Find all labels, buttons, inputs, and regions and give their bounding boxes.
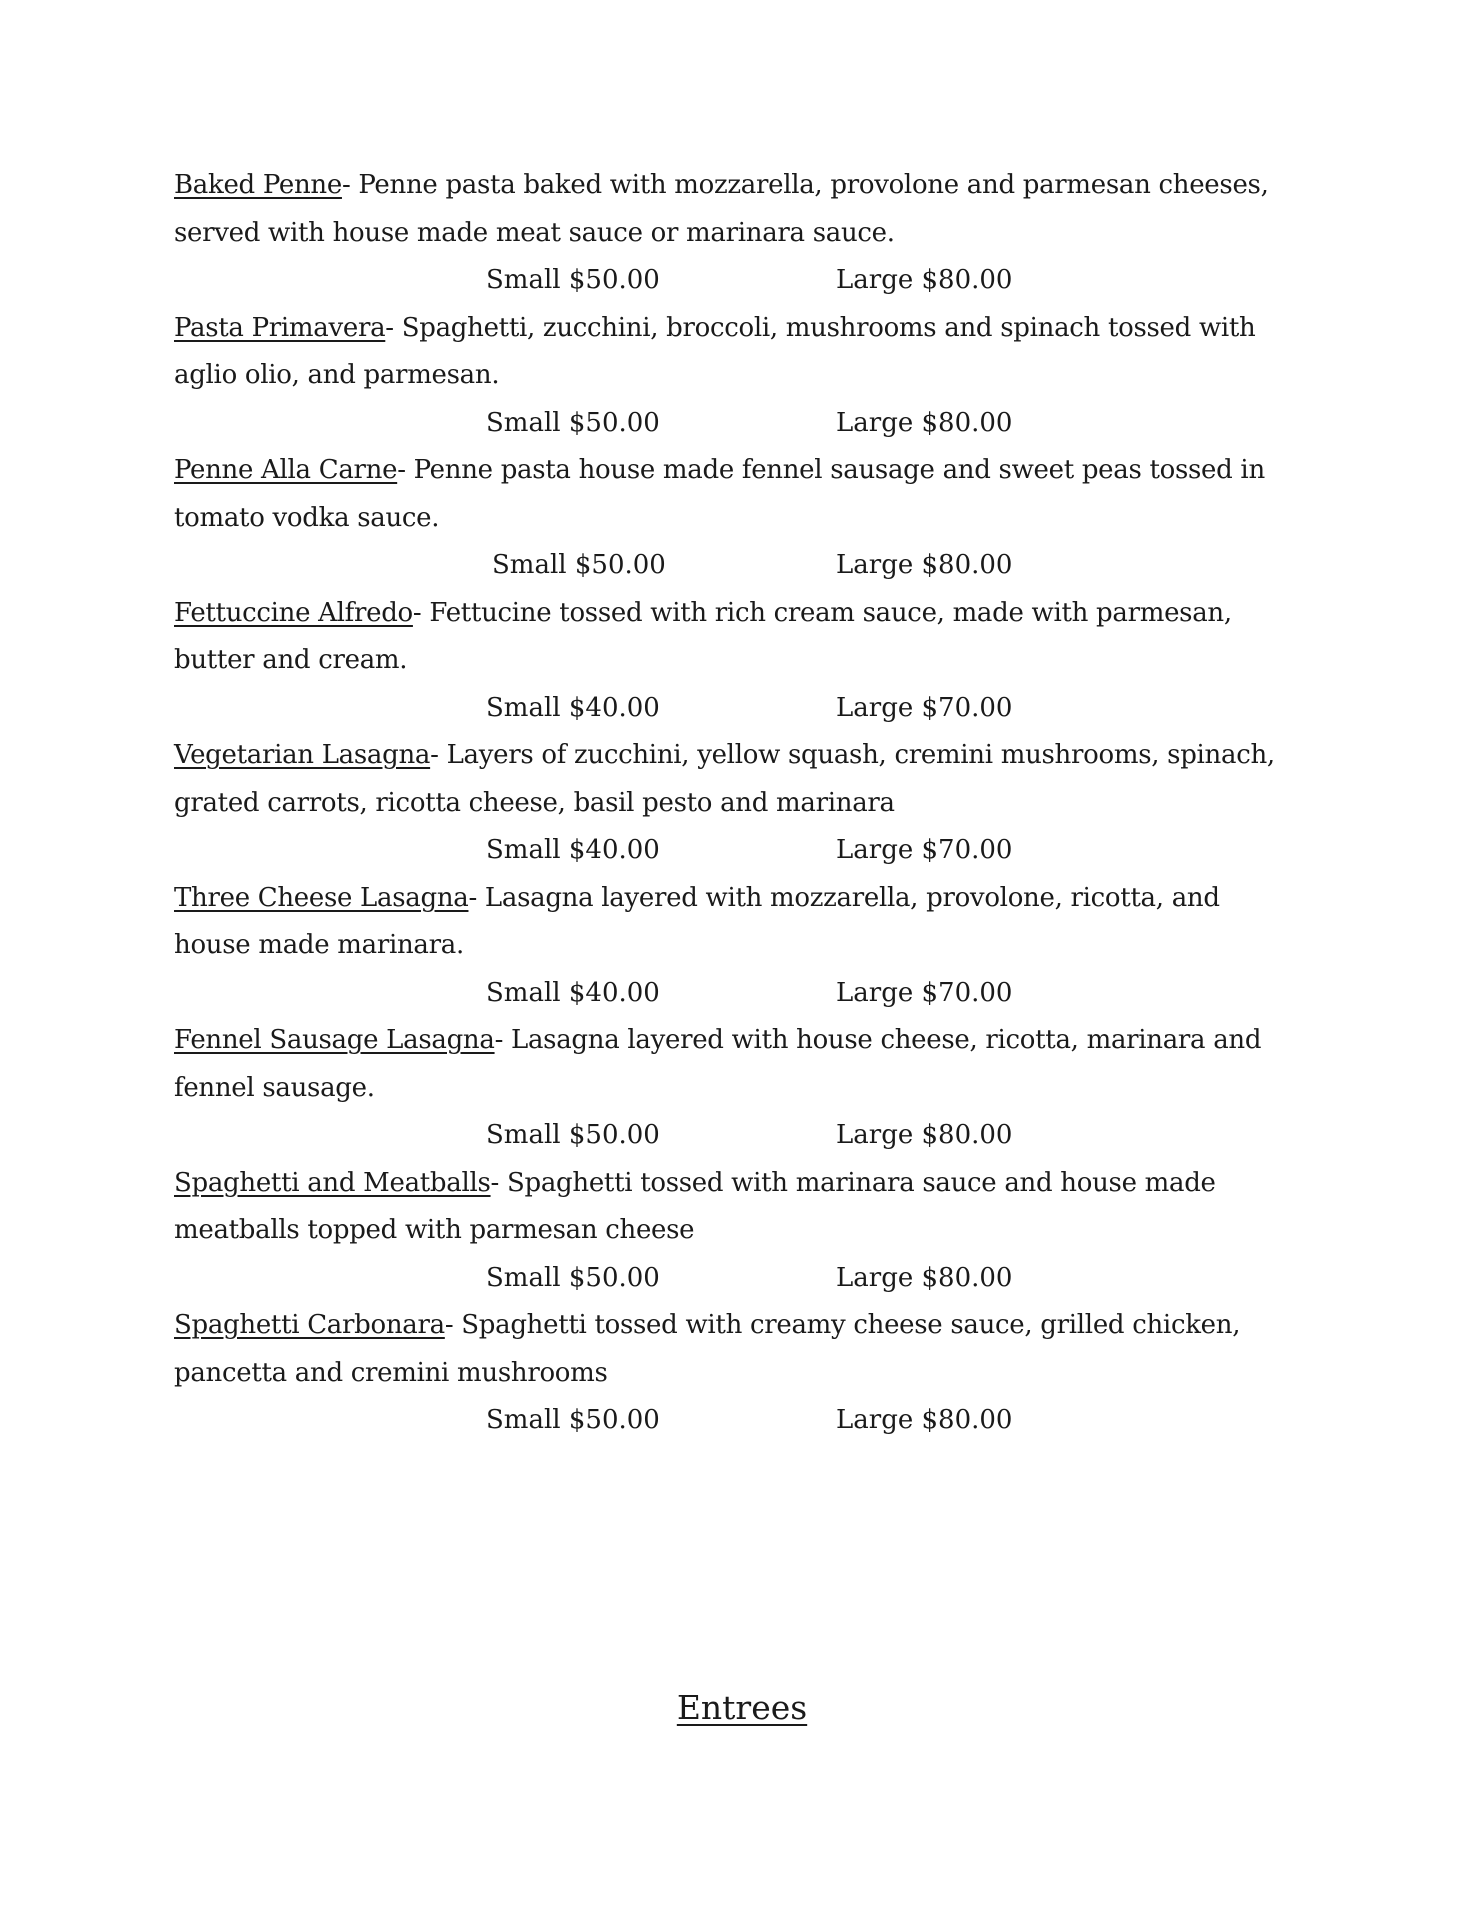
price-small: Small $50.00 — [486, 1262, 660, 1293]
item-description-text: - Lasagna layered with house cheese, ricotta, marinara and fennel sausage. — [174, 1025, 1262, 1103]
price-large: Large $80.00 — [836, 1262, 1013, 1293]
price-small: Small $40.00 — [486, 692, 660, 723]
item-prices — [174, 1255, 1294, 1303]
item-description — [174, 447, 1294, 542]
menu-item-spaghetti-carbonara — [174, 1302, 1294, 1445]
item-description-text: - Spaghetti, zucchini, broccoli, mushrooms and spinach tossed with aglio olio, and parmesan. — [174, 312, 1256, 390]
item-description — [174, 1302, 1294, 1397]
item-prices — [174, 257, 1294, 305]
price-large: Large $70.00 — [836, 977, 1013, 1008]
item-description-text: - Spaghetti tossed with creamy cheese sauce, grilled chicken, pancetta and cremini mushrooms — [174, 1310, 1241, 1388]
price-small: Small $50.00 — [486, 1405, 660, 1435]
section-heading-entrees — [0, 1686, 1484, 1730]
price-large: Large $80.00 — [836, 1120, 1013, 1150]
item-name: Vegetarian Lasagna — [174, 740, 431, 770]
item-description — [174, 732, 1294, 827]
item-description-text: - Penne pasta house made fennel sausage and sweet peas tossed in tomato vodka sauce. — [174, 455, 1265, 533]
item-description-text: - Fettucine tossed with rich cream sauce, made with parmesan, butter and cream. — [174, 597, 1232, 675]
item-description-text: - Layers of zucchini, yellow squash, cremini mushrooms, spinach, grated carrots, ricotta cheese, basil pesto and marinara — [174, 740, 1275, 818]
item-name: Pasta Primavera — [174, 312, 386, 343]
item-prices — [174, 1112, 1294, 1160]
item-description — [174, 305, 1294, 400]
item-name: Penne Alla Carne — [174, 455, 398, 485]
item-prices — [174, 685, 1294, 733]
item-name: Fennel Sausage Lasagna — [174, 1025, 495, 1055]
menu-item-fettuccine-alfredo — [174, 590, 1294, 733]
item-prices — [174, 970, 1294, 1018]
menu-item-fennel-sausage-lasagna — [174, 1017, 1294, 1160]
menu-item-spaghetti-and-meatballs — [174, 1160, 1294, 1303]
price-large: Large $70.00 — [836, 692, 1013, 723]
price-small: Small $40.00 — [486, 835, 660, 865]
price-small: Small $50.00 — [486, 1120, 660, 1150]
price-large: Large $80.00 — [836, 407, 1013, 438]
pasta-menu-list — [174, 162, 1294, 1445]
item-name: Three Cheese Lasagna — [174, 882, 469, 913]
menu-item-pasta-primavera — [174, 305, 1294, 448]
menu-item-penne-alla-carne — [174, 447, 1294, 590]
price-small: Small $50.00 — [486, 265, 660, 295]
price-large: Large $80.00 — [836, 1405, 1013, 1435]
menu-item-vegetarian-lasagna — [174, 732, 1294, 875]
item-description — [174, 1017, 1294, 1112]
section-heading-text: Entrees — [676, 1688, 808, 1727]
item-description — [174, 1160, 1294, 1255]
price-small: Small $40.00 — [486, 977, 660, 1008]
item-description-text: - Penne pasta baked with mozzarella, provolone and parmesan cheeses, served with house made meat sauce or marinara sauce. — [174, 170, 1269, 248]
item-prices — [174, 827, 1294, 875]
price-small: Small $50.00 — [486, 407, 660, 438]
item-description-text: - Spaghetti tossed with marinara sauce and house made meatballs topped with parmesan cheese — [174, 1167, 1216, 1245]
item-name: Baked Penne — [174, 170, 342, 200]
item-prices — [174, 542, 1294, 590]
price-large: Large $80.00 — [836, 550, 1013, 580]
menu-item-baked-penne — [174, 162, 1294, 305]
item-description — [174, 162, 1294, 257]
item-prices — [174, 400, 1294, 448]
item-description — [174, 590, 1294, 685]
item-name: Fettuccine Alfredo — [174, 597, 413, 628]
item-name: Spaghetti and Meatballs — [174, 1167, 491, 1198]
item-prices — [174, 1397, 1294, 1445]
price-small: Small $50.00 — [492, 550, 666, 580]
price-large: Large $70.00 — [836, 835, 1013, 865]
item-name: Spaghetti Carbonara — [174, 1310, 445, 1340]
price-large: Large $80.00 — [836, 265, 1013, 295]
menu-item-three-cheese-lasagna — [174, 875, 1294, 1018]
item-description-text: - Lasagna layered with mozzarella, provolone, ricotta, and house made marinara. — [174, 882, 1220, 960]
item-description — [174, 875, 1294, 970]
